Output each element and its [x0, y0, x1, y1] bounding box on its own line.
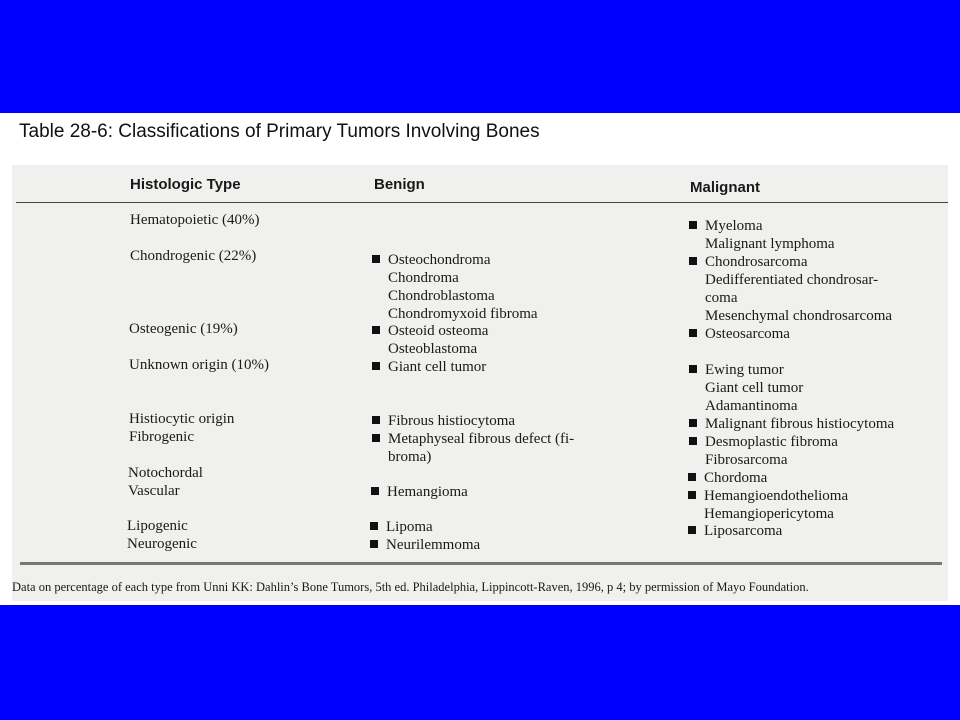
- list-item: Fibrous histiocytoma: [372, 412, 515, 430]
- list-item: Hemangioendothelioma: [688, 487, 848, 505]
- malignant-fibrogenic: [689, 433, 838, 469]
- bullet-icon: [689, 257, 697, 265]
- bullet-icon: [372, 255, 380, 263]
- bullet-icon: [370, 540, 378, 548]
- benign-osteogenic: [372, 322, 488, 358]
- list-item: Myeloma: [689, 217, 835, 235]
- list-item: Osteoid osteoma: [372, 322, 488, 340]
- table-caption: Table 28-6: Classifications of Primary Tumors Involving Bones: [19, 121, 540, 142]
- bullet-icon: [371, 487, 379, 495]
- type-chondrogenic: Chondrogenic (22%): [130, 248, 257, 264]
- list-item: Giant cell tumor: [705, 380, 804, 396]
- type-fibrogenic: Fibrogenic: [129, 429, 194, 445]
- benign-histiocytic: [372, 412, 515, 430]
- table-footnote: Data on percentage of each type from Unni KK: Dahlin’s Bone Tumors, 5th ed. Philadelphia, Lippincott-Raven, 1996, p 4; by permission of Mayo Foundation.: [12, 580, 809, 594]
- list-item: Chondroblastoma: [388, 288, 495, 304]
- list-item: Chondrosarcoma: [689, 253, 892, 271]
- malignant-chondrogenic: [689, 253, 892, 325]
- bullet-icon: [689, 329, 697, 337]
- benign-fibrogenic: [372, 430, 574, 466]
- bullet-icon: [688, 491, 696, 499]
- list-item: Mesenchymal chondrosarcoma: [705, 308, 893, 324]
- type-neurogenic: Neurogenic: [127, 536, 197, 552]
- list-item: Malignant lymphoma: [705, 236, 835, 252]
- type-histiocytic: Histiocytic origin: [129, 411, 235, 427]
- benign-neurogenic: [370, 536, 480, 554]
- list-item: Adamantinoma: [705, 398, 798, 414]
- bullet-icon: [689, 419, 697, 427]
- type-hematopoietic: Hematopoietic (40%): [130, 212, 260, 228]
- bullet-icon: [370, 522, 378, 530]
- list-item: broma): [388, 449, 432, 465]
- list-item: Giant cell tumor: [372, 358, 486, 376]
- malignant-osteogenic: [689, 325, 790, 343]
- header-benign: Benign: [374, 176, 425, 193]
- table-bottom-rule: [20, 562, 942, 565]
- type-lipogenic: Lipogenic: [127, 518, 188, 534]
- list-item: Neurilemmoma: [370, 536, 480, 554]
- bullet-icon: [372, 416, 380, 424]
- malignant-unknown-origin: [689, 361, 803, 415]
- list-item: Hemangioma: [371, 483, 468, 501]
- list-item: Hemangiopericytoma: [704, 506, 834, 522]
- malignant-hematopoietic: [689, 217, 835, 253]
- malignant-notochordal: [688, 469, 767, 487]
- bullet-icon: [688, 473, 696, 481]
- bullet-icon: [372, 362, 380, 370]
- list-item: Malignant fibrous histiocytoma: [689, 415, 894, 433]
- list-item: coma: [705, 290, 738, 306]
- header-histologic-type: Histologic Type: [130, 176, 241, 193]
- bullet-icon: [372, 434, 380, 442]
- benign-unknown-origin: [372, 358, 486, 376]
- bullet-icon: [689, 365, 697, 373]
- bullet-icon: [372, 326, 380, 334]
- type-notochordal: Notochordal: [128, 465, 203, 481]
- malignant-histiocytic: [689, 415, 894, 433]
- bullet-icon: [688, 526, 696, 534]
- list-item: Ewing tumor: [689, 361, 803, 379]
- type-unknown-origin: Unknown origin (10%): [129, 357, 269, 373]
- tumor-classification-table: [12, 165, 948, 601]
- malignant-lipogenic: [688, 522, 782, 540]
- benign-lipogenic: [370, 518, 433, 536]
- list-item: Chondroma: [388, 270, 459, 286]
- list-item: Dedifferentiated chondrosar-: [705, 272, 879, 288]
- list-item: Liposarcoma: [688, 522, 782, 540]
- bullet-icon: [689, 221, 697, 229]
- type-osteogenic: Osteogenic (19%): [129, 321, 238, 337]
- malignant-vascular: [688, 487, 848, 523]
- list-item: Osteochondroma: [372, 251, 538, 269]
- benign-chondrogenic: [372, 251, 538, 323]
- list-item: Metaphyseal fibrous defect (fi-: [372, 430, 574, 448]
- list-item: Desmoplastic fibroma: [689, 433, 838, 451]
- list-item: Fibrosarcoma: [705, 452, 788, 468]
- list-item: Chordoma: [688, 469, 767, 487]
- header-malignant: Malignant: [690, 179, 760, 196]
- list-item: Osteosarcoma: [689, 325, 790, 343]
- bullet-icon: [689, 437, 697, 445]
- type-vascular: Vascular: [128, 483, 180, 499]
- header-rule: [16, 202, 948, 203]
- list-item: Chondromyxoid fibroma: [388, 306, 538, 322]
- benign-vascular: [371, 483, 468, 501]
- list-item: Lipoma: [370, 518, 433, 536]
- list-item: Osteoblastoma: [388, 341, 478, 357]
- document-page: [0, 113, 960, 605]
